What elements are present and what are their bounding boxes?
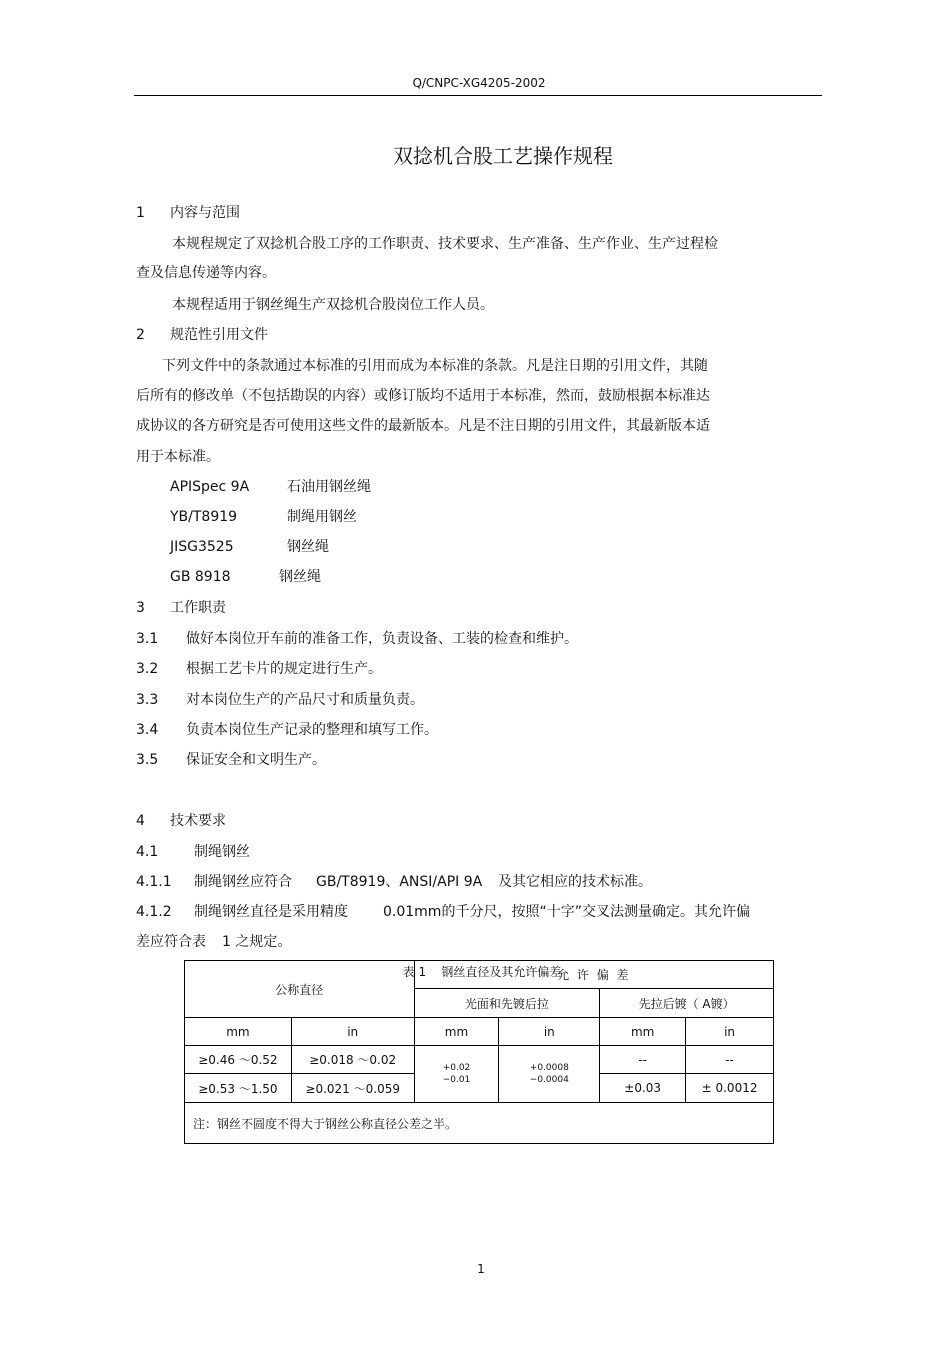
tolerance-table (184, 960, 774, 1144)
ref-code: GB 8918 (170, 569, 231, 585)
section-4-1-heading: 制绳钢丝 (194, 844, 250, 860)
section-2-number: 2 (136, 327, 145, 343)
section-4-1-2-number: 4.1.2 (136, 904, 172, 920)
ref-name: 钢丝绳 (287, 539, 329, 555)
section-2-para-line-3: 成协议的各方研究是否可使用这些文件的最新版本。凡是不注日期的引用文件，其最新版本适 (136, 418, 710, 434)
row2-nominal-mm: ≥0.53 ～1.50 (185, 1074, 292, 1103)
item-text: 保证安全和文明生产。 (186, 752, 326, 768)
unit-header: in (499, 1018, 600, 1046)
page-number: 1 (477, 1262, 485, 1276)
unit-header: mm (600, 1018, 686, 1046)
item-number: 3.3 (136, 692, 159, 708)
section-4-number: 4 (136, 813, 145, 829)
row2-drawn-mm: ±0.03 (600, 1074, 686, 1103)
section-4-1-2-text-c1: 差应符合表 (136, 934, 206, 950)
row2-nominal-in: ≥0.021 ～0.059 (291, 1074, 414, 1103)
ref-name: 石油用钢丝绳 (287, 479, 371, 495)
polished-mm-tolerance: +0.02 −0.01 (414, 1046, 499, 1103)
header-nominal-diameter: 公称直径 (185, 961, 415, 1018)
table-caption-number: 表 1 (402, 965, 427, 979)
row2-drawn-in: ± 0.0012 (686, 1074, 774, 1103)
section-4-1-1-text-b: GB/T8919、ANSI/API 9A (316, 874, 483, 890)
item-text: 根据工艺卡片的规定进行生产。 (186, 661, 382, 677)
section-2-para-line-4: 用于本标准。 (136, 449, 220, 465)
section-4-1-1-number: 4.1.1 (136, 874, 172, 890)
table-row (185, 1046, 774, 1074)
row1-nominal-mm: ≥0.46 ～0.52 (185, 1046, 292, 1074)
section-4-1-2-text-c2: 1 之规定。 (222, 934, 292, 950)
section-1-para-1a: 本规程规定了双捻机合股工序的工作职责、技术要求、生产准备、生产作业、生产过程检 (172, 236, 718, 252)
section-1-number: 1 (136, 205, 145, 221)
row1-drawn-in: -- (686, 1046, 774, 1074)
item-number: 3.5 (136, 752, 159, 768)
unit-header: mm (414, 1018, 499, 1046)
item-text: 做好本岗位开车前的准备工作，负责设备、工装的检查和维护。 (186, 631, 578, 647)
row1-drawn-mm: -- (600, 1046, 686, 1074)
item-text: 负责本岗位生产记录的整理和填写工作。 (186, 722, 438, 738)
item-number: 3.4 (136, 722, 159, 738)
row1-nominal-in: ≥0.018 ～0.02 (291, 1046, 414, 1074)
document-title: 双捻机合股工艺操作规程 (393, 144, 613, 168)
unit-header: in (291, 1018, 414, 1046)
polished-in-tolerance: +0.0008 −0.0004 (499, 1046, 600, 1103)
section-4-1-number: 4.1 (136, 844, 159, 860)
section-2-heading: 规范性引用文件 (170, 327, 268, 343)
item-number: 3.1 (136, 631, 159, 647)
unit-header: in (686, 1018, 774, 1046)
ref-code: YB/T8919 (170, 509, 238, 525)
section-1-para-1b: 查及信息传递等内容。 (136, 265, 276, 281)
section-4-1-2-text-b: 0.01mm的千分尺，按照“十字”交叉法测量确定。其允许偏 (383, 904, 750, 920)
item-number: 3.2 (136, 661, 159, 677)
document-code-header: Q/CNPC-XG4205-2002 (412, 76, 546, 90)
section-4-1-1-text-a: 制绳钢丝应符合 (194, 874, 292, 890)
section-3-number: 3 (136, 600, 145, 616)
header-polished: 光面和先镀后拉 (414, 989, 600, 1018)
item-text: 对本岗位生产的产品尺寸和质量负责。 (186, 692, 424, 708)
header-drawn-galvanized: 先拉后镀（ A镀） (600, 989, 774, 1018)
section-2-para-line-1: 下列文件中的条款通过本标准的引用而成为本标准的条款。凡是注日期的引用文件，其随 (162, 358, 708, 374)
section-4-heading: 技术要求 (170, 813, 226, 829)
section-4-1-2-text-a: 制绳钢丝直径是采用精度 (194, 904, 348, 920)
ref-code: JISG3525 (170, 539, 234, 555)
section-1-heading: 内容与范围 (170, 205, 240, 221)
ref-name: 制绳用钢丝 (287, 509, 357, 525)
table-note: 注：钢丝不圆度不得大于钢丝公称直径公差之半。 (185, 1103, 774, 1144)
header-allowed-tolerance: 允 许 偏 差 (414, 961, 773, 989)
section-4-1-1-text-c: 及其它相应的技术标准。 (498, 874, 652, 890)
unit-header: mm (185, 1018, 292, 1046)
section-3-heading: 工作职责 (170, 600, 226, 616)
ref-code: APISpec 9A (170, 479, 250, 495)
section-1-para-2: 本规程适用于钢丝绳生产双捻机合股岗位工作人员。 (172, 297, 494, 313)
section-2-para-line-2: 后所有的修改单（不包括勘误的内容）或修订版均不适用于本标准，然而，鼓励根据本标准达 (136, 388, 710, 404)
table-caption-text: 钢丝直径及其允许偏差 (441, 965, 562, 979)
ref-name: 钢丝绳 (279, 569, 321, 585)
header-divider (134, 95, 822, 96)
